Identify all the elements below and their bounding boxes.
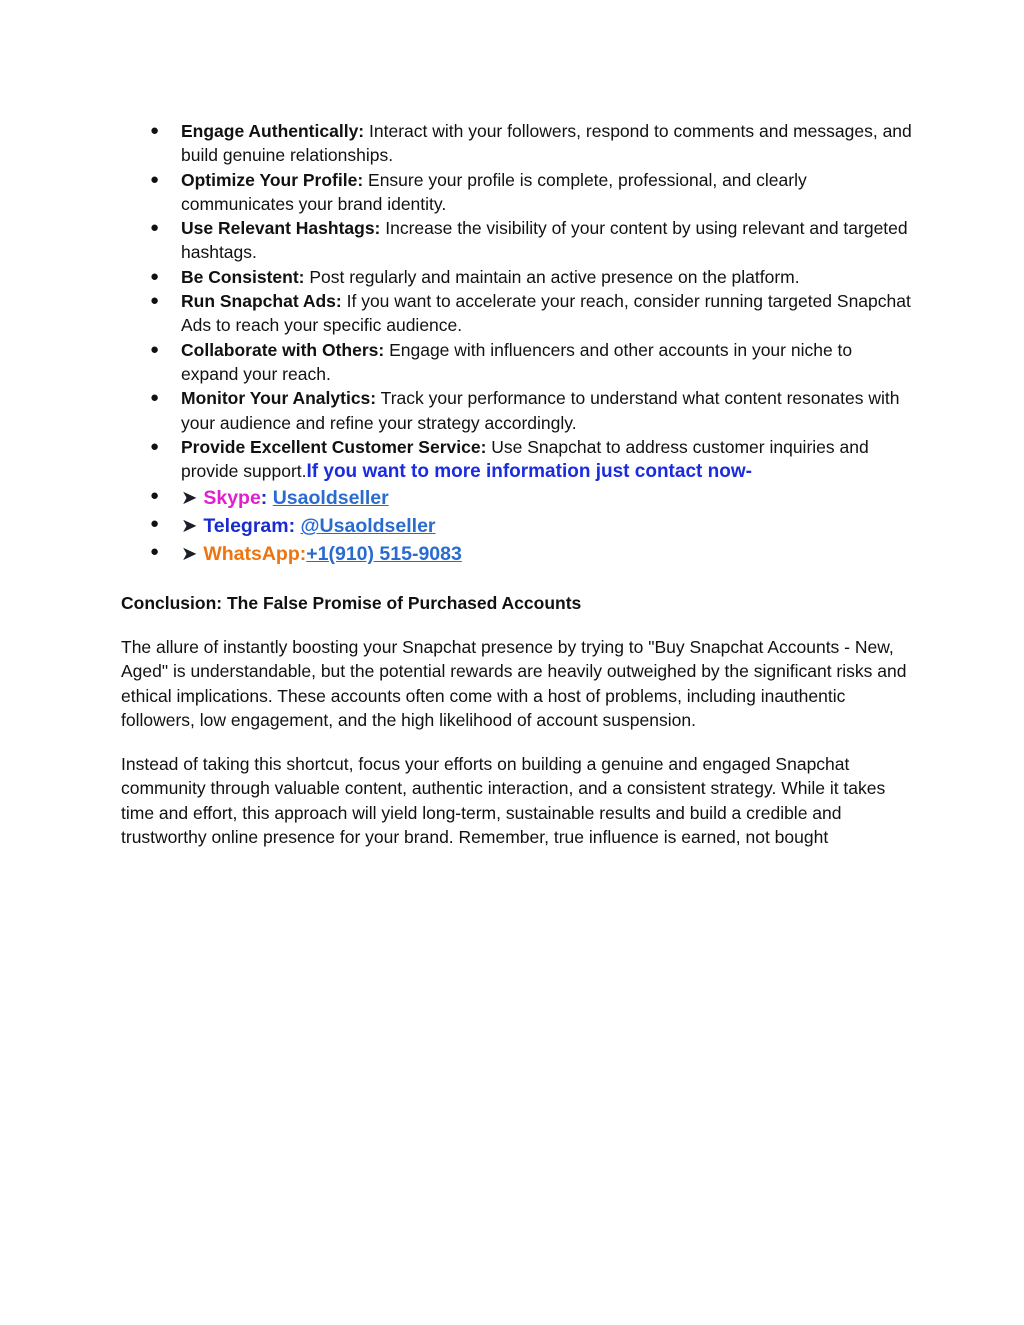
tip-text: Engage with influencers and other accounts in your niche to expand your reach. [181,339,853,384]
tip-text: Interact with your followers, respond to comments and messages, and build genuine relationships. [181,121,912,166]
tip-label: Collaborate with Others: [181,339,385,360]
bullet-icon: ● [150,122,160,139]
tip-text: Post regularly and maintain an active presence on the platform. [304,266,800,287]
skype-separator: : [260,487,273,510]
contact-call-to-action: If you want to more information just contact now- [306,461,752,483]
tip-text: Use Snapchat to address customer inquiries and provide support. [181,436,869,482]
list-item [0,289,1024,338]
bullet-icon: ● [150,219,160,237]
whatsapp-separator: : [299,543,307,566]
tip-text: Ensure your profile is complete, professional, and clearly communicates your brand identity. [181,169,807,214]
telegram-label: Telegram [203,515,289,538]
bullet-icon: ● [150,267,160,285]
tip-text: If you want to accelerate your reach, consider running targeted Snapchat Ads to reach your specific audience. [181,291,911,336]
contact-whatsapp [0,540,1024,568]
list-item [0,338,1024,387]
arrow-icon: ➤ [181,543,198,566]
tips-list [0,119,1024,568]
contact-skype [0,484,1024,512]
conclusion-paragraph: Instead of taking this shortcut, focus your efforts on building a genuine and engaged Snapchat community through valuable content, authentic interaction, and a consistent strategy. While it takes time and effort, this approach will yield long-term, sustainable results and build a credible and trustworthy online presence for your brand. Remember, true influence is earned, not bought [121,754,886,847]
list-item [0,386,1024,435]
whatsapp-label: WhatsApp [203,543,300,566]
tip-label: Optimize Your Profile: [181,169,364,190]
tip-label: Monitor Your Analytics: [181,388,377,409]
list-item [0,216,1024,265]
conclusion-heading: Conclusion: The False Promise of Purchased Accounts [121,593,582,613]
contact-telegram [0,512,1024,540]
bullet-icon: ● [150,515,160,533]
arrow-icon: ➤ [181,515,198,538]
conclusion-paragraph: The allure of instantly boosting your Snapchat presence by trying to "Buy Snapchat Accounts - New, Aged" is understandable, but the potential rewards are heavily outweighed by the significant risks and ethical implications. These accounts often come with a host of problems, including inauthentic followers, low engagement, and the high likelihood of account suspension. [121,637,907,730]
bullet-icon: ● [150,389,160,407]
bullet-icon: ● [150,292,160,310]
bullet-icon: ● [150,340,160,358]
telegram-separator: : [288,515,301,538]
tip-text: Increase the visibility of your content by using relevant and targeted hashtags. [181,218,908,263]
telegram-link[interactable]: @Usaoldseller [300,515,436,538]
bullet-icon: ● [150,437,160,455]
tip-label: Run Snapchat Ads: [181,291,342,312]
bullet-icon: ● [150,170,160,188]
list-item [0,119,1024,168]
tip-label: Use Relevant Hashtags: [181,218,381,239]
list-item [0,265,1024,289]
bullet-icon: ● [150,543,160,561]
arrow-icon: ➤ [181,487,198,510]
bullet-icon: ● [150,487,160,505]
tip-label: Provide Excellent Customer Service: [181,436,487,457]
tip-text: Track your performance to understand what content resonates with your audience and refine your strategy accordingly. [181,388,900,433]
tip-label: Be Consistent: [181,266,305,287]
skype-label: Skype [203,487,261,510]
list-item [0,168,1024,217]
list-item [0,435,1024,485]
tip-label: Engage Authentically: [181,121,365,141]
skype-link[interactable]: Usaoldseller [272,487,389,510]
whatsapp-link[interactable]: +1(910) 515-9083 [306,543,462,566]
